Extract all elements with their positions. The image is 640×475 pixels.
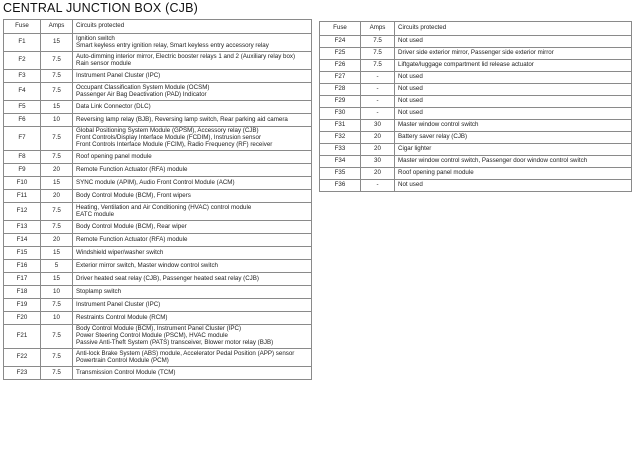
circuits-cell <box>395 60 632 72</box>
amps-cell: 20 <box>41 164 73 177</box>
table-row <box>4 177 312 190</box>
circuit-line: Global Positioning System Module (GPSM), Accessory relay (CJB) <box>76 127 259 135</box>
amps-cell: - <box>361 72 395 84</box>
circuit-line: Passive Anti-Theft System (PATS) transceiver, Blower motor relay (BJB) <box>76 338 274 346</box>
fuse-table-right <box>319 21 632 192</box>
table-row <box>4 247 312 260</box>
fuse-cell: F36 <box>320 180 361 192</box>
fuse-cell: F6 <box>4 114 41 127</box>
amps-cell: 20 <box>361 132 395 144</box>
circuit-line: Smart keyless entry ignition relay, Smart keyless entry accessory relay <box>76 41 269 49</box>
amps-cell: 7.5 <box>41 349 73 367</box>
table-row <box>4 325 312 349</box>
fuse-cell: F29 <box>320 96 361 108</box>
circuit-line: SYNC module (APIM), Audio Front Control Module (ACM) <box>76 178 235 186</box>
amps-cell: 20 <box>361 144 395 156</box>
circuit-line: Cigar lighter <box>398 145 432 153</box>
circuits-cell <box>395 72 632 84</box>
amps-cell: 15 <box>41 177 73 190</box>
circuit-line: Instrument Panel Cluster (IPC) <box>76 71 161 79</box>
fuse-cell: F13 <box>4 221 41 234</box>
fuse-cell: F12 <box>4 203 41 221</box>
fuse-cell: F2 <box>4 52 41 70</box>
circuit-line: Powertrain Control Module (PCM) <box>76 356 169 364</box>
fuse-table-left <box>3 19 312 380</box>
table-row <box>4 260 312 273</box>
amps-cell: 15 <box>41 34 73 52</box>
circuits-cell <box>395 168 632 180</box>
fuse-cell: F19 <box>4 299 41 312</box>
amps-cell: 15 <box>41 273 73 286</box>
circuits-cell <box>73 52 312 70</box>
circuits-cell <box>73 70 312 83</box>
fuse-cell: F1 <box>4 34 41 52</box>
amps-cell: 15 <box>41 101 73 114</box>
fuse-cell: F10 <box>4 177 41 190</box>
circuit-line: Auto-dimming interior mirror, Electric booster relays 1 and 2 (Auxiliary relay box) <box>76 52 296 60</box>
circuit-line: Remote Function Actuator (RFA) module <box>76 235 188 243</box>
fuse-cell: F17 <box>4 273 41 286</box>
amps-cell: - <box>361 84 395 96</box>
amps-cell: 30 <box>361 120 395 132</box>
circuit-line: Restraints Control Module (RCM) <box>76 313 168 321</box>
circuits-cell <box>395 36 632 48</box>
fuse-cell: F26 <box>320 60 361 72</box>
amps-cell: 7.5 <box>361 48 395 60</box>
circuit-line: Body Control Module (BCM), Instrument Panel Cluster (IPC) <box>76 325 242 333</box>
circuits-cell <box>395 48 632 60</box>
table-row <box>4 221 312 234</box>
circuits-cell <box>73 299 312 312</box>
circuit-line: EATC module <box>76 210 115 218</box>
circuits-cell <box>73 127 312 151</box>
amps-cell: 7.5 <box>361 36 395 48</box>
circuit-line: Not used <box>398 97 423 105</box>
circuits-cell <box>73 247 312 260</box>
amps-cell: 7.5 <box>41 83 73 101</box>
amps-cell: 7.5 <box>41 52 73 70</box>
circuit-line: Data Link Connector (DLC) <box>76 102 151 110</box>
circuit-line: Ignition switch <box>76 34 115 42</box>
table-row <box>4 312 312 325</box>
circuits-cell <box>395 180 632 192</box>
circuits-cell <box>73 221 312 234</box>
amps-cell: - <box>361 96 395 108</box>
circuit-line: Not used <box>398 73 423 81</box>
fuse-cell: F32 <box>320 132 361 144</box>
circuit-line: Occupant Classification System Module (OCSM) <box>76 83 210 91</box>
circuit-line: Body Control Module (BCM), Front wipers <box>76 191 191 199</box>
circuits-cell <box>73 260 312 273</box>
circuits-cell <box>73 325 312 349</box>
circuits-cell <box>73 349 312 367</box>
circuits-cell <box>73 273 312 286</box>
fuse-cell: F9 <box>4 164 41 177</box>
table-row <box>4 70 312 83</box>
amps-cell: 7.5 <box>41 367 73 380</box>
circuit-line: Reversing lamp relay (BJB), Reversing lamp switch, Rear parking aid camera <box>76 115 288 123</box>
table-row <box>4 299 312 312</box>
fuse-cell: F25 <box>320 48 361 60</box>
table-row <box>320 108 632 120</box>
fuse-cell: F30 <box>320 108 361 120</box>
amps-cell: 10 <box>41 114 73 127</box>
table-row <box>4 52 312 70</box>
fuse-cell: F33 <box>320 144 361 156</box>
circuits-cell <box>73 151 312 164</box>
table-row <box>4 234 312 247</box>
amps-cell: - <box>361 108 395 120</box>
fuse-cell: F18 <box>4 286 41 299</box>
circuits-header: Circuits protected <box>73 20 312 34</box>
table-row <box>320 120 632 132</box>
circuit-line: Rain sensor module <box>76 59 132 67</box>
circuits-cell <box>395 96 632 108</box>
circuits-cell <box>395 108 632 120</box>
circuits-cell <box>395 156 632 168</box>
amps-cell: 15 <box>41 247 73 260</box>
table-row <box>4 34 312 52</box>
circuits-cell <box>395 144 632 156</box>
circuit-line: Driver heated seat relay (CJB), Passenger heated seat relay (CJB) <box>76 274 259 282</box>
amps-cell: 7.5 <box>41 325 73 349</box>
fuse-cell: F4 <box>4 83 41 101</box>
circuits-header: Circuits protected <box>395 22 632 36</box>
amps-cell: 10 <box>41 286 73 299</box>
fuse-cell: F28 <box>320 84 361 96</box>
circuit-line: Liftgate/luggage compartment lid release actuator <box>398 61 534 69</box>
amps-header: Amps <box>41 20 73 34</box>
fuse-cell: F11 <box>4 190 41 203</box>
circuit-line: Master window control switch, Passenger door window control switch <box>398 157 588 165</box>
fuse-cell: F20 <box>4 312 41 325</box>
table-row <box>4 83 312 101</box>
fuse-header: Fuse <box>4 20 41 34</box>
circuit-line: Not used <box>398 181 423 189</box>
circuit-line: Exterior mirror switch, Master window control switch <box>76 261 219 269</box>
circuit-line: Roof opening panel module <box>398 169 474 177</box>
circuit-line: Instrument Panel Cluster (IPC) <box>76 300 161 308</box>
fuse-cell: F34 <box>320 156 361 168</box>
table-row <box>320 156 632 168</box>
fuse-cell: F14 <box>4 234 41 247</box>
circuit-line: Roof opening panel module <box>76 152 152 160</box>
amps-cell: 7.5 <box>41 127 73 151</box>
circuit-line: Battery saver relay (CJB) <box>398 133 468 141</box>
amps-cell: 5 <box>41 260 73 273</box>
circuit-line: Front Controls Interface Module (FCIM), Radio Frequency (RF) receiver <box>76 140 273 148</box>
table-row <box>4 349 312 367</box>
amps-header: Amps <box>361 22 395 36</box>
table-header-row <box>320 22 632 36</box>
circuit-line: Front Controls/Display Interface Module (FCDIM), Instrusion sensor <box>76 134 261 142</box>
amps-cell: 7.5 <box>41 70 73 83</box>
fuse-cell: F15 <box>4 247 41 260</box>
amps-cell: 20 <box>41 234 73 247</box>
fuse-cell: F3 <box>4 70 41 83</box>
table-row <box>4 127 312 151</box>
fuse-cell: F16 <box>4 260 41 273</box>
circuits-cell <box>73 190 312 203</box>
circuits-cell <box>73 312 312 325</box>
amps-cell: 20 <box>41 190 73 203</box>
fuse-cell: F8 <box>4 151 41 164</box>
table-row <box>320 60 632 72</box>
fuse-cell: F21 <box>4 325 41 349</box>
table-row <box>320 84 632 96</box>
amps-cell: 30 <box>361 156 395 168</box>
amps-cell: 7.5 <box>41 221 73 234</box>
fuse-cell: F22 <box>4 349 41 367</box>
fuse-header: Fuse <box>320 22 361 36</box>
circuit-line: Not used <box>398 37 423 45</box>
circuit-line: Windshield wiper/washer switch <box>76 248 164 256</box>
amps-cell: 7.5 <box>361 60 395 72</box>
table-row <box>4 286 312 299</box>
table-row <box>4 190 312 203</box>
fuse-cell: F7 <box>4 127 41 151</box>
circuit-line: Power Steering Control Module (PSCM), HVAC module <box>76 332 228 340</box>
circuit-line: Body Control Module (BCM), Rear wiper <box>76 222 187 230</box>
amps-cell: 20 <box>361 168 395 180</box>
circuit-line: Heating, Ventilation and Air Conditioning (HVAC) control module <box>76 203 252 211</box>
table-row <box>320 36 632 48</box>
circuits-cell <box>395 120 632 132</box>
circuits-cell <box>73 203 312 221</box>
table-row <box>4 101 312 114</box>
amps-cell: 7.5 <box>41 151 73 164</box>
page-title: CENTRAL JUNCTION BOX (CJB) <box>3 1 199 15</box>
table-row <box>4 203 312 221</box>
table-row <box>4 151 312 164</box>
circuit-line: Driver side exterior mirror, Passenger side exterior mirror <box>398 49 554 57</box>
circuits-cell <box>73 286 312 299</box>
circuit-line: Anti-lock Brake System (ABS) module, Accelerator Pedal Position (APP) sensor <box>76 349 295 357</box>
table-row <box>320 180 632 192</box>
circuit-line: Stoplamp switch <box>76 287 122 295</box>
circuits-cell <box>73 164 312 177</box>
amps-cell: 7.5 <box>41 203 73 221</box>
table-row <box>320 132 632 144</box>
circuits-cell <box>395 132 632 144</box>
table-row <box>4 164 312 177</box>
circuits-cell <box>73 177 312 190</box>
circuits-cell <box>73 83 312 101</box>
fuse-cell: F27 <box>320 72 361 84</box>
table-row <box>320 48 632 60</box>
fuse-cell: F31 <box>320 120 361 132</box>
circuits-cell <box>395 84 632 96</box>
table-row <box>320 96 632 108</box>
circuit-line: Transmission Control Module (TCM) <box>76 368 176 376</box>
circuits-cell <box>73 367 312 380</box>
table-header-row <box>4 20 312 34</box>
fuse-cell: F23 <box>4 367 41 380</box>
circuits-cell <box>73 234 312 247</box>
amps-cell: 10 <box>41 312 73 325</box>
table-row <box>320 72 632 84</box>
circuit-line: Passenger Air Bag Deactivation (PAD) Indicator <box>76 90 207 98</box>
amps-cell: - <box>361 180 395 192</box>
fuse-cell: F5 <box>4 101 41 114</box>
fuse-cell: F24 <box>320 36 361 48</box>
table-row <box>4 367 312 380</box>
circuits-cell <box>73 114 312 127</box>
circuits-cell <box>73 34 312 52</box>
fuse-cell: F35 <box>320 168 361 180</box>
circuit-line: Remote Function Actuator (RFA) module <box>76 165 188 173</box>
circuits-cell <box>73 101 312 114</box>
circuit-line: Master window control switch <box>398 121 479 129</box>
amps-cell: 7.5 <box>41 299 73 312</box>
table-row <box>4 114 312 127</box>
table-row <box>4 273 312 286</box>
table-row <box>320 168 632 180</box>
table-row <box>320 144 632 156</box>
circuit-line: Not used <box>398 109 423 117</box>
circuit-line: Not used <box>398 85 423 93</box>
